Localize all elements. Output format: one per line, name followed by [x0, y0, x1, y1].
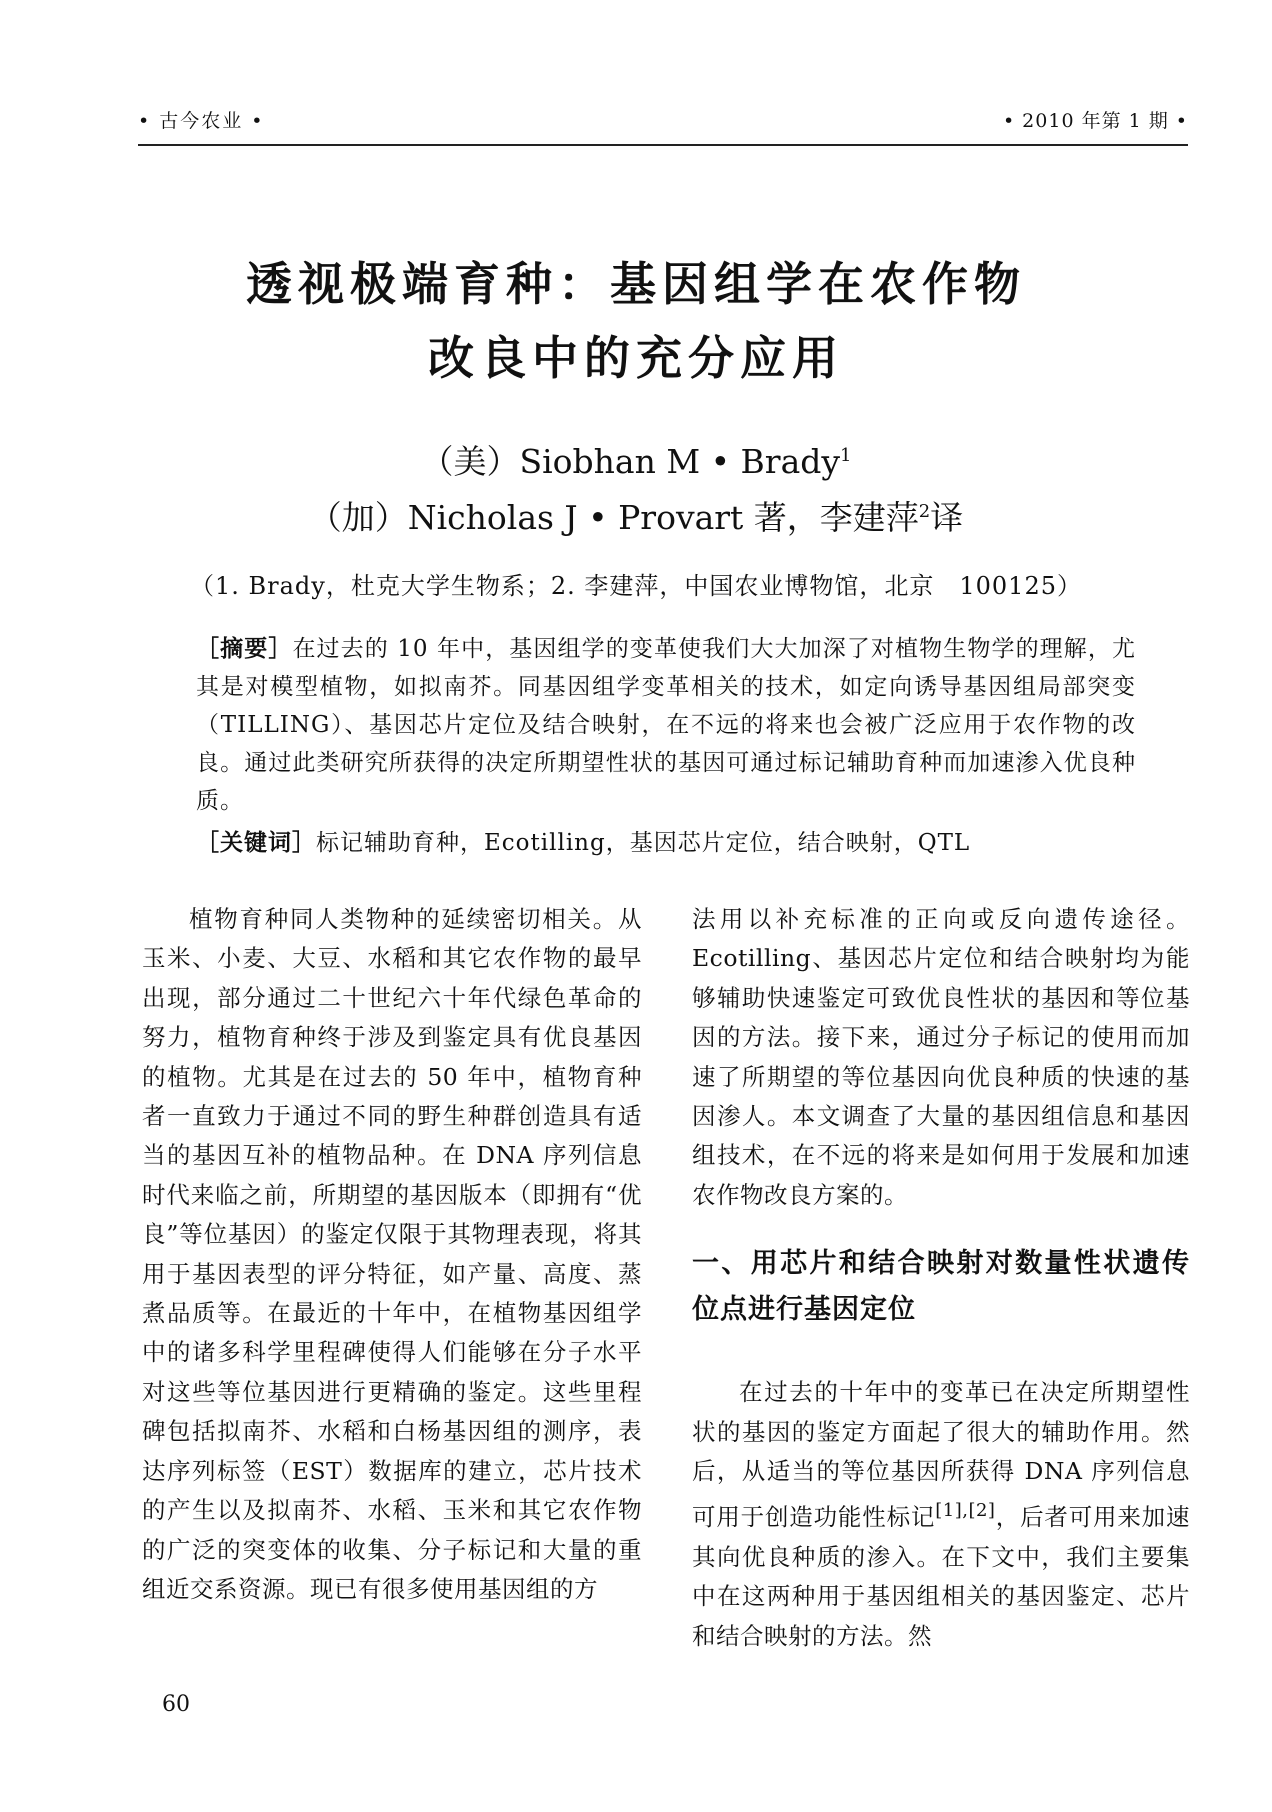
- keywords: [196, 824, 1136, 862]
- abstract-label: ［摘要］: [196, 635, 293, 662]
- author-1-name: （美）Siobhan M • Brady: [420, 442, 841, 481]
- page-number: 60: [162, 1692, 190, 1717]
- body-left-column: [142, 900, 642, 1609]
- paragraph-2-text-b: ，后者可用来加速其向优良种质的渗入。在下文中，我们主要集中在这两种用于基因组相关的基因鉴定、芯片和结合映射的方法。然: [692, 1503, 1191, 1650]
- author-line-1: [0, 436, 1272, 483]
- section-heading-1: 一、用芯片和结合映射对数量性状遗传位点进行基因定位: [692, 1248, 1190, 1326]
- body-paragraph-1: 植物育种同人类物种的延续密切相关。从玉米、小麦、大豆、水稻和其它农作物的最早出现，部分通过二十世纪六十年代绿色革命的努力，植物育种终于涉及到鉴定具有优良基因的植物。尤其是在过去的 50 年中，植物育种者一直致力于通过不同的野生种群创造具有适当的基因互补的植物品种。在 DNA 序列信息时代来临之前，所期望的基因版本（即拥有“优良”等位基因）的鉴定仅限于其物理表现，将其用于基因表型的评分特征，如产量、高度、蒸煮品质等。在最近的十年中，在植物基因组学中的诸多科学里程碑使得人们能够在分子水平对这些等位基因进行更精确的鉴定。这些里程碑包括拟南芥、水稻和白杨基因组的测序，表达序列标签（EST）数据库的建立，芯片技术的产生以及拟南芥、水稻、玉米和其它农作物的广泛的突变体的收集、分子标记和大量的重组近交系资源。现已有很多使用基因组的方: [142, 905, 642, 1603]
- author-line-2: [0, 492, 1272, 539]
- article-title-line1: 透视极端育种：基因组学在农作物: [246, 257, 1026, 311]
- paragraph-2-text-a: 在过去的十年中的变革已在决定所期望性状的基因的鉴定方面起了很大的辅助作用。然后，从适当的等位基因所获得 DNA 序列信息可用于创造功能性标记: [692, 1378, 1190, 1532]
- body-paragraph-1-continued: 法用以补充标准的正向或反向遗传途径。Ecotilling、基因芯片定位和结合映射均为能够辅助快速鉴定可致优良性状的基因和等位基因的方法。接下来，通过分子标记的使用而加速了所期望的等位基因向优良种质的快速的基因渗人。本文调查了大量的基因组信息和基因组技术，在不远的将来是如何用于发展和加速农作物改良方案的。: [692, 905, 1190, 1209]
- keywords-text: 标记辅助育种，Ecotilling，基因芯片定位，结合映射，QTL: [316, 830, 971, 856]
- journal-section-name: • 古今农业 •: [138, 110, 265, 132]
- translator-suffix: 译: [930, 498, 964, 537]
- body-right-column: [692, 900, 1190, 1656]
- abstract-text: 在过去的 10 年中，基因组学的变革使我们大大加深了对植物生物学的理解，尤其是对模型植物，如拟南芥。同基因组学变革相关的技术，如定向诱导基因组局部突变（TILLING）、基因芯片定位及结合映射，在不远的将来也会被广泛应用于农作物的改良。通过此类研究所获得的决定所期望性状的基因可通过标记辅助育种而加速渗入优良种质。: [196, 636, 1137, 814]
- affiliations: （1. Brady，杜克大学生物系；2. 李建萍，中国农业博物馆，北京 100125）: [189, 572, 1082, 600]
- translator-affil-mark: 2: [918, 501, 931, 522]
- keywords-label: ［关键词］: [196, 829, 316, 856]
- body-paragraph-2: [692, 1373, 1190, 1656]
- author-1-affil-mark: 1: [840, 445, 852, 466]
- author-2-and-translator: （加）Nicholas J • Provart 著，李建萍: [308, 498, 919, 537]
- running-header: [138, 100, 1188, 146]
- issue-label: • 2010 年第 1 期 •: [1002, 110, 1188, 132]
- abstract: [196, 630, 1136, 820]
- citation-ref: [1],[2]: [935, 1500, 996, 1522]
- article-title-line2: 改良中的充分应用: [428, 331, 844, 385]
